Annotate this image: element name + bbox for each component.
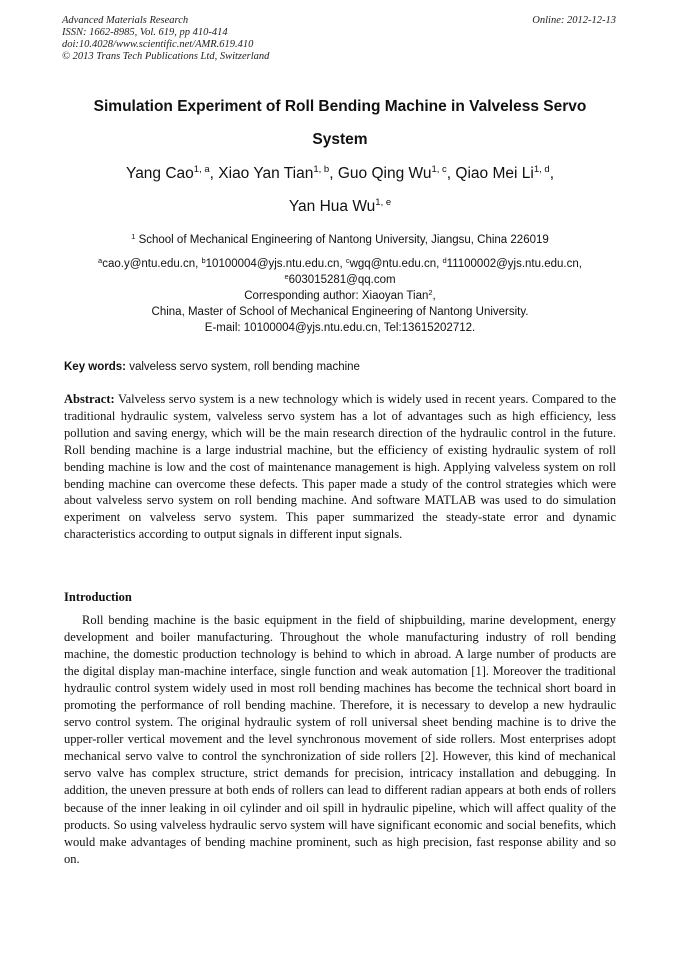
author-name: Qiao Mei Li: [455, 165, 534, 182]
email-sup: c: [345, 256, 350, 265]
corresponding-prefix: Corresponding author: Xiaoyan Tian: [244, 290, 429, 302]
corresponding-affiliation: China, Master of School of Mechanical Engineering of Nantong University.: [151, 306, 529, 318]
doi-line: doi:10.4028/www.scientific.net/AMR.619.410: [62, 39, 254, 50]
email-line-2: [56, 272, 624, 288]
author-sup: 1, b: [313, 164, 330, 175]
paper-title: Simulation Experiment of Roll Bending Machine in Valveless Servo System: [93, 98, 587, 148]
journal-header: [62, 15, 616, 63]
author-sep: ,: [209, 165, 219, 182]
email-sup: d: [442, 256, 447, 265]
author-line-1: [60, 157, 620, 190]
author-sep: ,: [446, 165, 456, 182]
affiliation-sup: 1: [131, 232, 136, 241]
email-text: cao.y@ntu.edu.cn,: [102, 258, 202, 270]
author-sup: 1, e: [375, 197, 392, 208]
corresponding-contact: E-mail: 10100004@yjs.ntu.edu.cn, Tel:13615202712.: [204, 322, 476, 334]
email-text: wgq@ntu.edu.cn,: [349, 258, 443, 270]
author-name: Yang Cao: [126, 165, 194, 182]
issn-line: ISSN: 1662-8985, Vol. 619, pp 410-414: [62, 27, 228, 38]
keywords-label: Key words:: [64, 361, 126, 373]
corresponding-suffix: ,: [432, 290, 436, 302]
introduction-heading: Introduction: [64, 590, 132, 604]
author-sep: ,: [549, 165, 554, 182]
email-sup: b: [201, 256, 206, 265]
email-sup: a: [98, 256, 103, 265]
keywords: [64, 359, 616, 375]
author-name: Yan Hua Wu: [288, 198, 376, 215]
author-sep: ,: [329, 165, 338, 182]
introduction-paragraph: Roll bending machine is the basic equipment in the field of shipbuilding, marine development, energy development and boiler manufacturing. Throughout the whole manufacturing industry of roll bending machine, the domestic production technology is behind to which in abroad. A large number of products are the digital display man-machine interface, single function and weak automation [1]. Moreover the traditional hydraulic control system widely used in most roll bending machines has become the technical short board in promoting the performance of roll bending machine. Therefore, it is necessary to develop a new hydraulic servo control system. The original hydraulic system of roll universal sheet bending machine is to drive the upper-roller vertical movement and the level synchronous movement of side rollers. Most enterprises adopt mechanical servo valve to control the synchronization of side rollers [2]. However, this kind of mechanical servo valve has complex structure, strict demands for precision, intricacy installation and debugging. In addition, the uneven pressure at both ends of rollers can lead to different radian appears at both ends of rollers because of the inner leaking in oil cylinder and oil spill in hydraulic pipeline, which will affect quality of the products. So using valveless hydraulic servo system will have significant economic and social benefits, which would make advantages of bending machine prominent, such as high precision, fast response ability and so on.: [64, 613, 616, 866]
author-sup: 1, c: [431, 164, 447, 175]
corresponding-author: [56, 288, 624, 304]
author-sup: 1, a: [193, 164, 210, 175]
corresponding-sup: 2: [428, 288, 433, 297]
email-sup: e: [284, 272, 289, 281]
author-name: Guo Qing Wu: [337, 165, 432, 182]
keywords-text: valveless servo system, roll bending machine: [126, 361, 360, 373]
abstract: [64, 391, 616, 543]
email-text: 603015281@qq.com: [288, 274, 396, 286]
author-list: [60, 157, 620, 223]
contact-block: [56, 256, 624, 336]
affiliation-text: School of Mechanical Engineering of Nantong University, Jiangsu, China 226019: [135, 234, 549, 246]
online-date: Online: 2012-12-13: [532, 15, 616, 26]
email-text: 10100004@yjs.ntu.edu.cn,: [205, 258, 346, 270]
author-line-2: [60, 190, 620, 223]
author-sup: 1, d: [533, 164, 550, 175]
abstract-text: Valveless servo system is a new technology which is widely used in recent years. Compared to the traditional hydraulic system, valveless servo system has a lot of advantages such as high efficiency, less pollution and saving energy, which will be the main research direction of the hydraulic control in the future. Roll bending machine is a large industrial machine, but the efficiency of existing hydraulic system of roll bending machine is low and the cost of maintenance management is high. Applying valveless system on roll bending machine can overcome these defects. This paper made a study of the control strategies which were about valveless servo system on roll bending machine. And software MATLAB was used to do simulation experiment on valveless servo system. This paper summarized the steady-state error and dynamic characteristics according to output signals in different input signals.: [64, 392, 616, 542]
affiliation: [60, 232, 620, 248]
copyright-line: © 2013 Trans Tech Publications Ltd, Switzerland: [62, 51, 270, 62]
author-name: Xiao Yan Tian: [218, 165, 314, 182]
email-line-1: [56, 256, 624, 272]
email-text: 11100002@yjs.ntu.edu.cn,: [446, 258, 582, 270]
abstract-label: Abstract:: [64, 392, 115, 406]
journal-name: Advanced Materials Research: [62, 15, 189, 26]
